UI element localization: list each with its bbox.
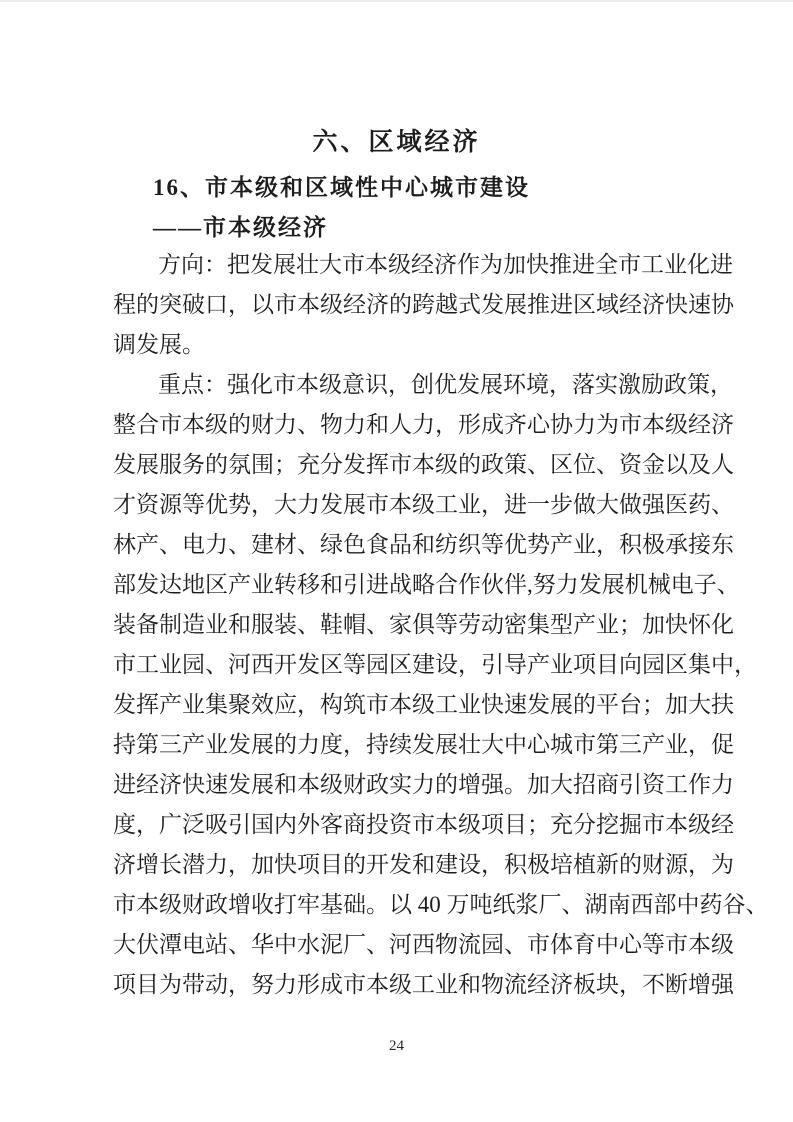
body-line: 整合市本级的财力、物力和人力，形成齐心协力为市本级经济 xyxy=(113,412,734,437)
item-heading: 16、市本级和区域性中心城市建设 xyxy=(153,175,530,200)
body-line: 装备制造业和服装、鞋帽、家俱等劳动密集型产业；加快怀化 xyxy=(113,612,734,637)
section-title: 六、区域经济 xyxy=(312,128,481,156)
body-line: 项目为带动，努力形成市本级工业和物流经济板块，不断增强 xyxy=(113,972,734,997)
body-line: 调发展。 xyxy=(113,332,205,357)
body-line: 持第三产业发展的力度，持续发展壮大中心城市第三产业，促 xyxy=(113,732,734,757)
sub-heading: ——市本级经济 xyxy=(153,215,328,240)
body-line: 才资源等优势，大力发展市本级工业，进一步做大做强医药、 xyxy=(113,492,734,517)
body-line: 济增长潜力，加快项目的开发和建设，积极培植新的财源，为 xyxy=(113,852,734,877)
body-line: 度，广泛吸引国内外客商投资市本级项目；充分挖掘市本级经 xyxy=(113,812,734,837)
body-line: 市工业园、河西开发区等园区建设，引导产业项目向园区集中， xyxy=(113,652,757,677)
body-line: 大伏潭电站、华中水泥厂、河西物流园、市体育中心等市本级 xyxy=(113,932,734,957)
body-line: 发展服务的氛围；充分发挥市本级的政策、区位、资金以及人 xyxy=(113,452,734,477)
body-line: 重点：强化市本级意识，创优发展环境，落实激励政策， xyxy=(158,372,733,397)
page-number: 24 xyxy=(389,1038,404,1054)
body-line: 程的突破口，以市本级经济的跨越式发展推进区域经济快速协 xyxy=(113,292,734,317)
body-line: 部发达地区产业转移和引进战略合作伙伴,努力发展机械电子、 xyxy=(113,572,740,597)
body-line: 方向：把发展壮大市本级经济作为加快推进全市工业化进 xyxy=(158,252,733,277)
body-line: 进经济快速发展和本级财政实力的增强。加大招商引资工作力 xyxy=(113,772,734,797)
body-line: 发挥产业集聚效应，构筑市本级工业快速发展的平台；加大扶 xyxy=(113,692,734,717)
body-paragraphs xyxy=(113,245,769,1005)
body-line: 林产、电力、建材、绿色食品和纺织等优势产业，积极承接东 xyxy=(113,532,734,557)
body-line: 市本级财政增收打牢基础。以 40 万吨纸浆厂、湖南西部中药谷、 xyxy=(113,892,769,917)
